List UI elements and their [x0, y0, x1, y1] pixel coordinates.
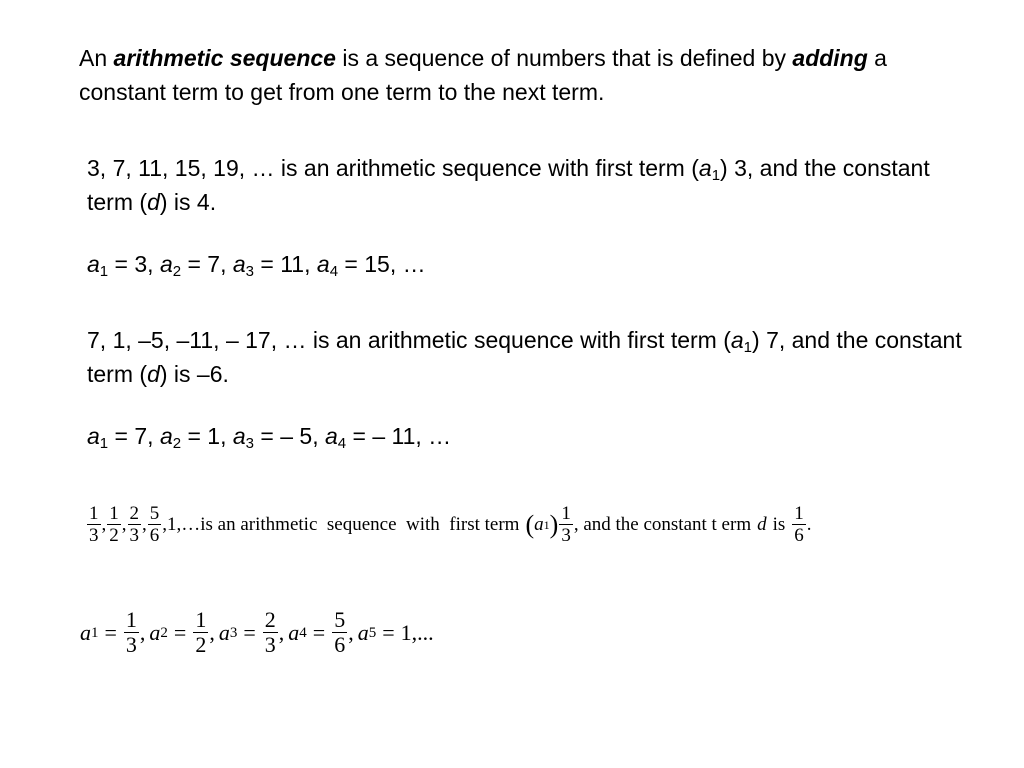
term-sub: 1 — [99, 263, 109, 280]
definition-text-3: a constant term to get from one term to the next term. — [79, 45, 887, 105]
term-sub: 3 — [245, 263, 255, 280]
numerator: 1 — [125, 607, 137, 632]
numerator: 2 — [129, 503, 139, 524]
term-name: a — [232, 251, 246, 277]
example-3-a: a — [534, 513, 544, 535]
example-4-term-list: a 1 = $\frac{1}{3}$ , a 2 = $\frac{1}{2}$ , a 3 = $\frac{2}{3}$ , a 4 = $\frac{5}{6}$ , a 5 = 1,... — [80, 607, 434, 657]
denominator: 6 — [794, 525, 804, 546]
term-name: a — [87, 423, 100, 449]
example-3-fraction-sequence: $\frac{1}{3}$ , $\frac{1}{2}$ , $\frac{2}{3}$ , $\frac{5}{6}$ , 1,… is an arithmetic sequence with first term ( a 1 ) $\frac{1}{3}$ , and the constant t erm d is $\frac{1}{6}$ . — [89, 503, 812, 546]
term-sub: 2 — [172, 263, 182, 280]
denominator: 3 — [129, 525, 139, 546]
example-2-description — [87, 323, 967, 391]
term-sub: 4 — [329, 263, 339, 280]
term-name: a — [80, 619, 91, 645]
example-1-terms — [87, 247, 426, 281]
numerator: 5 — [334, 607, 346, 632]
equals-sign: = — [243, 619, 256, 645]
fraction — [87, 503, 101, 546]
term-name: a — [159, 251, 173, 277]
example-1-sequence: 3, 7, 11, 15, 19, … is an arithmetic sequence with first term ( — [87, 155, 699, 181]
fraction — [128, 503, 142, 546]
denominator: 3 — [561, 525, 571, 546]
denominator: 6 — [149, 525, 160, 546]
term-value: = 1, — [181, 423, 233, 449]
numerator: 5 — [149, 503, 160, 524]
denominator: 6 — [334, 632, 346, 657]
constant-fraction — [792, 503, 806, 546]
example-1-d: d — [147, 189, 160, 215]
equals-sign: = — [173, 619, 187, 645]
example-1-after-d: ) is 4. — [159, 189, 217, 215]
term-sub: 4 — [337, 435, 347, 452]
example-2-after-d: ) is –6. — [159, 361, 229, 387]
last-term-value: 1,... — [400, 619, 434, 645]
denominator: 2 — [109, 525, 119, 546]
term-adding: adding — [792, 45, 868, 71]
term-value: = – 5, — [254, 423, 325, 449]
equals-sign: = — [382, 619, 395, 645]
denominator: 3 — [89, 525, 99, 546]
example-2-d: d — [147, 361, 160, 387]
comma: , — [101, 513, 107, 535]
comma: , — [278, 619, 285, 645]
example-3-text-2: , and the constant t erm — [573, 513, 752, 535]
example-2-sequence: 7, 1, –5, –11, – 17, … is an arithmetic sequence with first term ( — [87, 327, 731, 353]
sequence-tail: 1,… — [167, 513, 201, 535]
definition-text-2: is a sequence of numbers that is defined by — [335, 45, 793, 71]
term-name: a — [357, 619, 369, 645]
term-name: a — [288, 619, 300, 645]
fraction — [107, 503, 121, 546]
term-sub: 2 — [172, 435, 182, 452]
term-sub: 1 — [99, 435, 109, 452]
comma: , — [162, 513, 167, 535]
numerator: 2 — [264, 607, 276, 632]
example-3-text-3: is — [772, 513, 786, 535]
example-1-a: a — [698, 155, 712, 181]
term-name: a — [324, 423, 338, 449]
term-name: a — [87, 251, 100, 277]
comma: , — [209, 619, 215, 645]
definition-text-1: An — [79, 45, 114, 71]
example-3-d: d — [757, 513, 767, 535]
comma: , — [348, 619, 354, 645]
equals-sign: = — [312, 619, 326, 645]
term-name: a — [159, 423, 173, 449]
term-name: a — [232, 423, 246, 449]
denominator: 2 — [195, 632, 207, 657]
example-1-a-sub: 1 — [711, 167, 721, 184]
example-3-text-1: is an arithmetic sequence with first term — [200, 513, 520, 535]
example-2-a: a — [730, 327, 744, 353]
fraction — [193, 608, 208, 657]
denominator: 3 — [264, 632, 276, 657]
term-name: a — [149, 619, 161, 645]
numerator: 1 — [561, 503, 571, 524]
first-term-fraction — [559, 503, 573, 546]
example-1-description — [87, 151, 967, 219]
numerator: 1 — [89, 503, 99, 524]
term-name: a — [316, 251, 330, 277]
example-2-terms — [87, 419, 451, 453]
term-sub: 3 — [245, 435, 255, 452]
term-value: = 15, … — [338, 251, 426, 277]
fraction — [332, 608, 347, 657]
term-value: = 11, — [254, 251, 317, 277]
numerator: 1 — [794, 503, 804, 524]
period: . — [806, 513, 812, 535]
example-2-after-a: ) 7, and the constant term ( — [87, 327, 962, 387]
numerator: 1 — [109, 503, 119, 524]
comma: , — [121, 513, 127, 535]
term-value: = 7, — [181, 251, 233, 277]
term-value: = 3, — [108, 251, 160, 277]
term-name: a — [218, 619, 230, 645]
comma: , — [139, 619, 146, 645]
term-value: = 7, — [108, 423, 160, 449]
example-2-a-sub: 1 — [743, 339, 753, 356]
fraction — [124, 608, 139, 657]
example-1-after-a: ) 3, and the constant term ( — [87, 155, 930, 215]
fraction — [148, 503, 162, 546]
definition-paragraph — [79, 41, 979, 109]
comma: , — [142, 513, 147, 535]
numerator: 1 — [195, 607, 207, 632]
denominator: 3 — [125, 632, 137, 657]
term-arithmetic-sequence: arithmetic sequence — [113, 45, 336, 71]
fraction — [263, 608, 278, 657]
term-value: = – 11, … — [346, 423, 452, 449]
equals-sign: = — [104, 619, 117, 645]
